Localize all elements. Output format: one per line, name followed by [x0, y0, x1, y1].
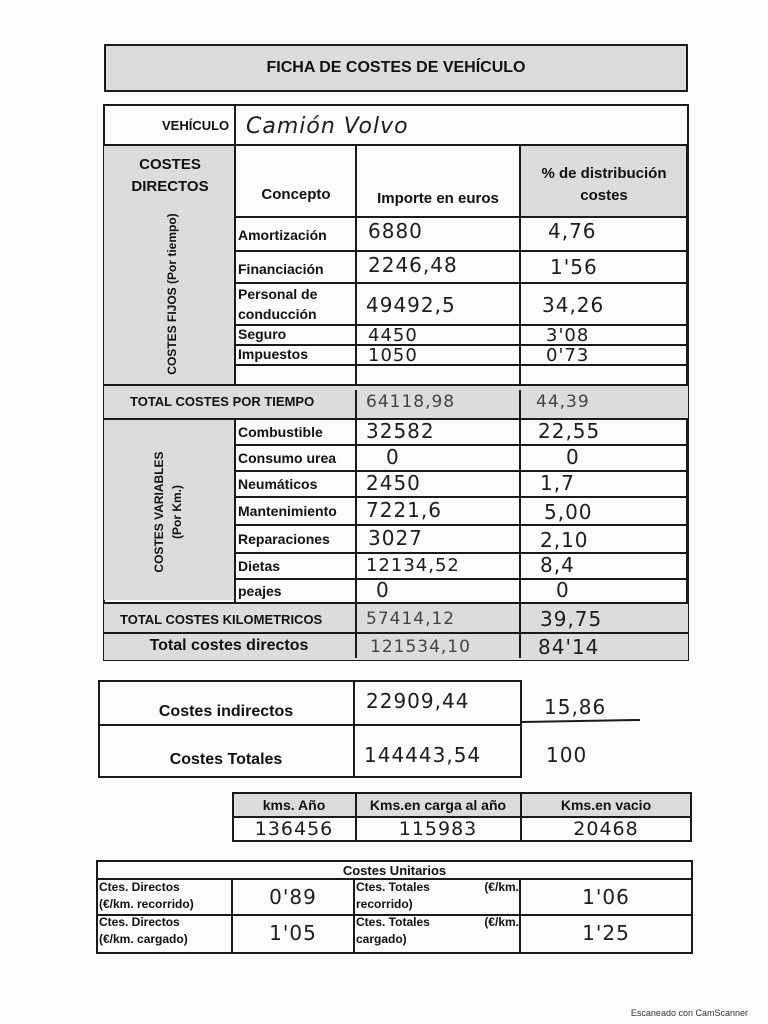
amount-seguro: 4450: [368, 324, 418, 346]
direct-total-label: Total costes directos: [149, 637, 309, 654]
pct-combustible: 22,55: [538, 419, 601, 443]
concept-urea: Consumo urea: [238, 450, 337, 466]
pct-financiacion: 1'56: [550, 255, 598, 279]
pct-personal: 34,26: [542, 293, 605, 317]
unit-row2-left-label: Ctes. Directos (€/km. cargado): [99, 915, 188, 946]
amount-combustible: 32582: [366, 419, 435, 443]
unit-row2-right-value: 1'25: [582, 921, 630, 945]
pct-peajes: 0: [556, 578, 570, 602]
amount-amortizacion: 6880: [368, 219, 423, 243]
concept-impuestos: Impuestos: [238, 346, 309, 362]
pct-impuestos: 0'73: [546, 344, 590, 366]
unit-row2-left-value: 1'05: [269, 921, 317, 945]
grand-total-amount: 144443,54: [364, 743, 482, 767]
concept-personal: Personal de conducción: [238, 286, 318, 322]
total-fixed-pct: 44,39: [536, 392, 590, 412]
concept-mantenimiento: Mantenimiento: [238, 503, 337, 519]
grand-total-label: Costes Totales: [169, 751, 283, 768]
amount-mantenimiento: 7221,6: [366, 498, 442, 522]
page-title: [104, 44, 688, 92]
total-km-pct: 39,75: [540, 607, 603, 631]
concept-peajes: peajes: [238, 583, 282, 599]
column-header-distribution: % de distribución costes: [541, 165, 667, 204]
variable-costs-group-label: COSTES VARIABLES (Por Km.): [152, 451, 184, 573]
direct-total-pct: 84'14: [538, 635, 600, 659]
indirect-amount: 22909,44: [366, 689, 470, 713]
direct-total-amount: 121534,10: [370, 637, 471, 657]
concept-seguro: Seguro: [238, 326, 287, 342]
amount-personal: 49492,5: [366, 293, 456, 317]
kms-value-year: 136456: [254, 818, 334, 840]
amount-neumaticos: 2450: [366, 471, 421, 495]
total-km-label: TOTAL COSTES KILOMETRICOS: [120, 611, 323, 627]
kms-header-loaded: Kms.en carga al año: [369, 797, 507, 813]
unit-row1-left-value: 0'89: [269, 885, 317, 909]
pct-urea: 0: [566, 445, 580, 469]
amount-dietas: 12134,52: [366, 554, 460, 576]
column-header-concept: Concepto: [261, 185, 331, 203]
kms-value-empty: 20468: [573, 818, 639, 840]
concept-financiacion: Financiación: [238, 261, 324, 277]
amount-financiacion: 2246,48: [368, 253, 458, 277]
vehicle-label: VEHÍCULO: [162, 117, 230, 133]
page-title-text: FICHA DE COSTES DE VEHÍCULO: [266, 59, 526, 76]
unit-row1-right-label: Ctes. Totales (€/km. recorrido): [356, 880, 519, 911]
indirect-pct: 15,86: [544, 695, 607, 719]
kms-header-empty: Kms.en vacio: [560, 797, 652, 813]
kms-value-loaded: 115983: [398, 818, 478, 840]
vehicle-value: Camión Volvo: [246, 113, 409, 139]
unit-row1-left-label: Ctes. Directos (€/km. recorrido): [99, 880, 194, 911]
pct-neumaticos: 1,7: [540, 471, 575, 495]
indirect-label: Costes indirectos: [158, 703, 294, 720]
pct-dietas: 8,4: [540, 553, 575, 577]
pct-amortizacion: 4,76: [548, 219, 597, 243]
total-km-amount: 57414,12: [366, 609, 456, 629]
concept-amortizacion: Amortización: [238, 227, 327, 243]
concept-combustible: Combustible: [238, 424, 323, 440]
pct-seguro: 3'08: [546, 324, 590, 346]
concept-neumaticos: Neumáticos: [238, 476, 318, 492]
kms-header-year: kms. Año: [262, 797, 326, 813]
section-header-direct-costs: COSTES DIRECTOS: [131, 156, 209, 195]
amount-reparaciones: 3027: [368, 526, 423, 550]
pct-reparaciones: 2,10: [540, 528, 589, 552]
grand-total-pct: 100: [546, 743, 588, 767]
total-fixed-label: TOTAL COSTES POR TIEMPO: [130, 393, 315, 409]
amount-urea: 0: [386, 445, 400, 469]
unit-costs-title: Costes Unitarios: [342, 862, 447, 878]
scanner-watermark: Escaneado con CamScanner: [630, 1008, 748, 1018]
amount-peajes: 0: [376, 578, 390, 602]
total-fixed-amount: 64118,98: [366, 392, 456, 412]
amount-impuestos: 1050: [368, 344, 418, 366]
column-header-amount: Importe en euros: [377, 189, 499, 207]
concept-dietas: Dietas: [238, 558, 281, 574]
fixed-costs-group-label: COSTES FIJOS (Por tiempo): [165, 213, 179, 375]
unit-row2-right-label: Ctes. Totales (€/km. cargado): [356, 915, 519, 946]
concept-reparaciones: Reparaciones: [238, 531, 330, 547]
unit-row1-right-value: 1'06: [582, 885, 630, 909]
pct-mantenimiento: 5,00: [544, 500, 593, 524]
